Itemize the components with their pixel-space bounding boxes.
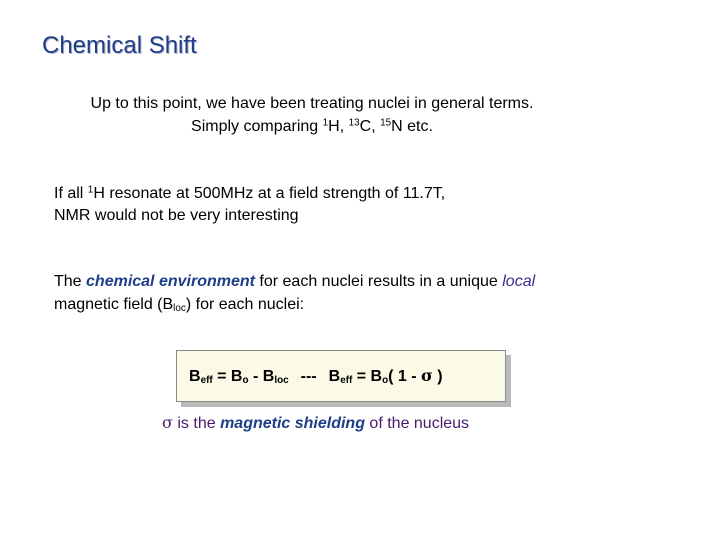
environment-line-1: The chemical environment for each nuclei results in a unique local	[54, 273, 536, 290]
magnetic-shielding-emphasis: magnetic shielding	[220, 415, 365, 432]
resonance-line-2: NMR would not be very interesting	[54, 207, 299, 224]
intro-text	[48, 92, 576, 138]
shielding-equation: $B_{eff} = B_o - B_{loc}$ --- $B_{eff} = B_o$( 1 - σ )	[189, 366, 443, 386]
equation-box	[176, 350, 506, 402]
chemical-environment-emphasis: chemical environment	[86, 273, 255, 290]
resonance-paragraph	[54, 183, 445, 227]
local-emphasis: local	[502, 273, 536, 290]
resonance-line-1: If all $^1$H resonate at 500MHz at a field strength of 11.7T,	[54, 184, 446, 202]
environment-paragraph	[54, 270, 535, 316]
environment-line-2: magnetic field $(B_{loc})$ for each nuclei:	[54, 296, 305, 314]
intro-line-1: Up to this point, we have been treating nuclei in general terms.	[90, 95, 534, 112]
slide-title: Chemical Shift	[42, 32, 197, 59]
sigma-symbol: σ	[162, 413, 173, 432]
shielding-note: σ is the magnetic shielding of the nucleus	[162, 413, 470, 432]
intro-line-2: Simply comparing $^1$H, $^{13}$C, $^{15}$N etc.	[191, 117, 433, 135]
